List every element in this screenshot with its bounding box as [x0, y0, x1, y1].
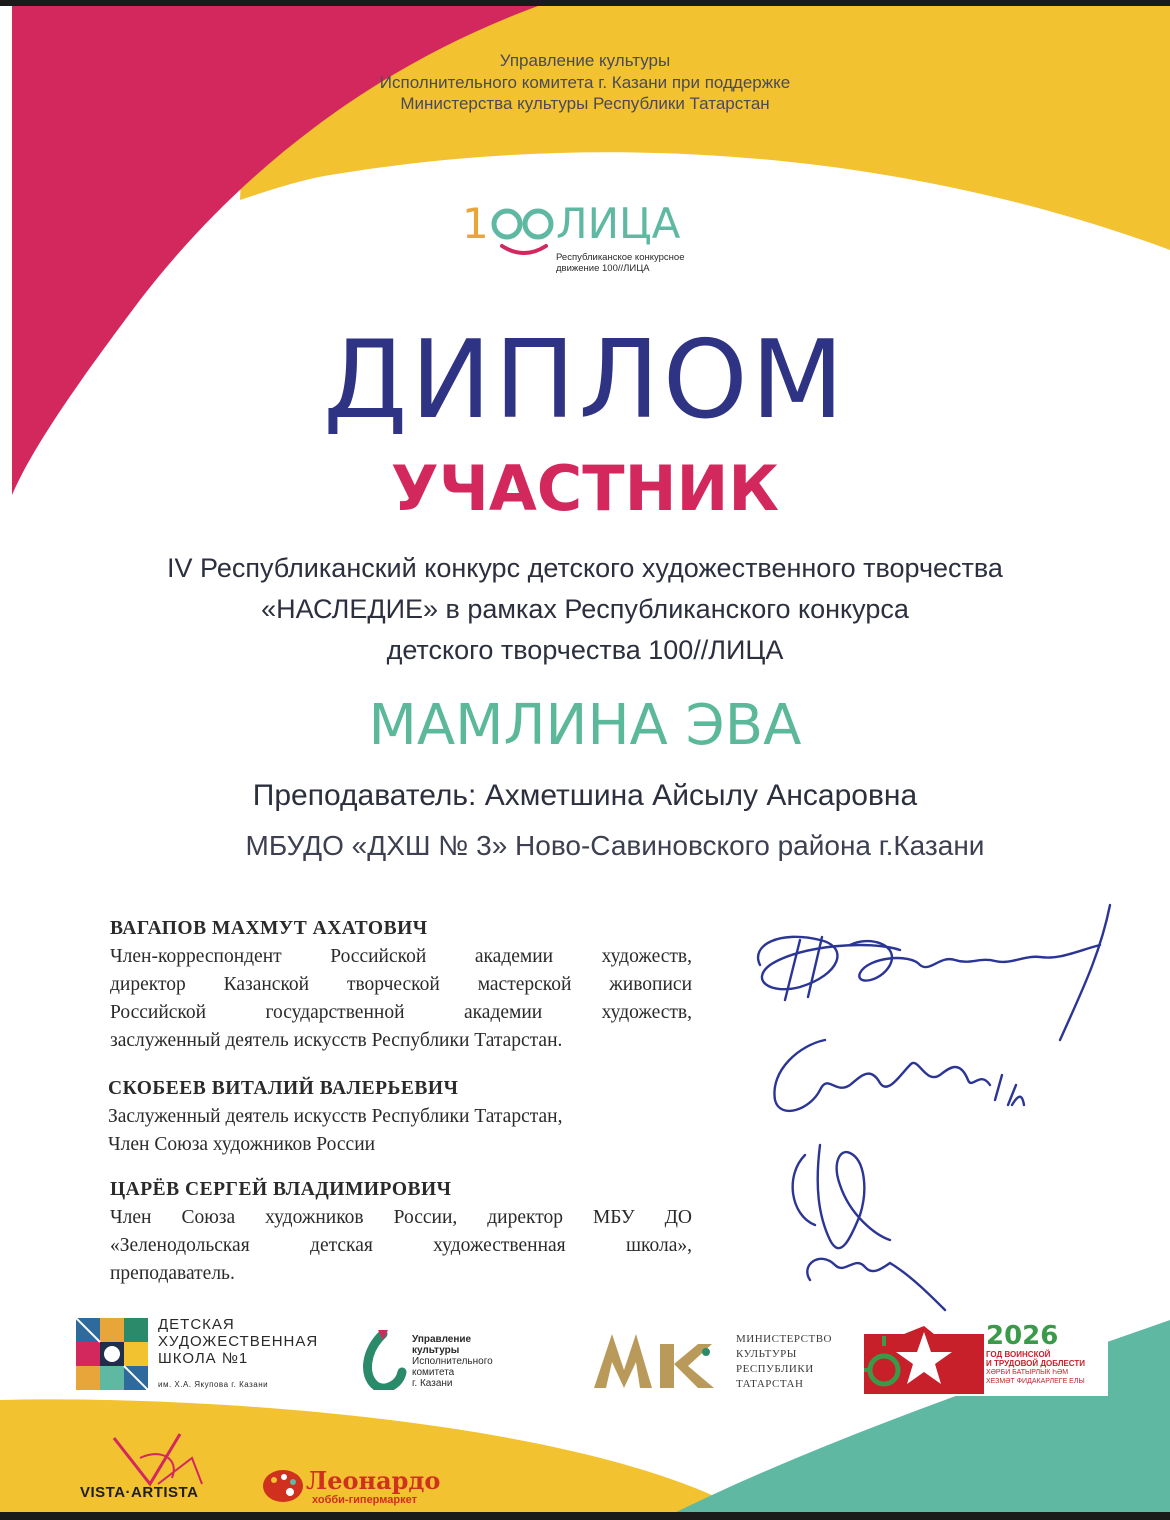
jury-title-line: Член Союза художников России	[108, 1134, 376, 1155]
year-line-3: ХӘРБИ БАТЫРЛЫК ҺӘМ	[986, 1369, 1069, 1376]
logo-art-school-1	[76, 1316, 319, 1395]
jury-title-line: Заслуженный деятель искусств Республики Татарстан,	[108, 1106, 563, 1127]
school-line: МБУДО «ДХШ № 3» Ново-Савиновского района г.Казани	[245, 830, 985, 861]
logo-leonardo	[262, 1466, 441, 1509]
signature-2	[774, 1040, 1024, 1111]
organizer-line-1: Управление культуры	[499, 51, 671, 70]
year-line-2: И ТРУДОВОЙ ДОБЛЕСТИ	[986, 1359, 1085, 1368]
organizer-line-3: Министерства культуры Республики Татарстан	[400, 94, 770, 113]
vista-artista-label: VISTA·ARTISTA	[80, 1484, 199, 1501]
jury-title-line: «Зеленодольская детская художественная школа»,	[110, 1235, 692, 1256]
culture-admin-line-1: Управление	[412, 1334, 472, 1345]
jury-title-line: преподаватель.	[110, 1263, 235, 1284]
organizer-header	[0, 50, 1170, 115]
art-school-line-1: ДЕТСКАЯ	[158, 1316, 235, 1333]
jury-member-1	[110, 915, 692, 1055]
jury-title-line: Российской государственной академии художеств,	[110, 1002, 692, 1023]
svg-text:ЛИЦА: ЛИЦА	[556, 199, 681, 248]
jury-title-line: Член Союза художников России, директор МБУ ДО	[110, 1207, 692, 1228]
contest-description	[0, 548, 1170, 671]
ministry-line-1: МИНИСТЕРСТВО	[736, 1333, 832, 1345]
signatures	[740, 895, 1130, 1315]
description-line-2: «НАСЛЕДИЕ» в рамках Республиканского конкурса	[261, 594, 909, 624]
culture-admin-line-5: г. Казани	[412, 1378, 453, 1389]
description-line-3: детского творчества 100//ЛИЦА	[386, 635, 784, 665]
logo-year-2026	[864, 1321, 1108, 1396]
culture-admin-line-3: Исполнительного	[412, 1356, 493, 1367]
jury-title-line: заслуженный деятель искусств Республики Татарстан.	[110, 1030, 563, 1051]
year-number: 2026	[986, 1321, 1059, 1351]
description-line-1: IV Республиканский конкурс детского художественного творчества	[167, 553, 1003, 583]
leonardo-name: Леонардо	[306, 1466, 441, 1495]
ministry-line-2: КУЛЬТУРЫ	[736, 1348, 797, 1360]
palette-icon	[262, 1468, 304, 1504]
logo-culture-admin	[356, 1330, 493, 1395]
frame-bottom	[0, 1512, 1170, 1520]
participant-role: УЧАСТНИК	[390, 452, 780, 525]
frame-top	[0, 0, 1170, 6]
ministry-line-4: ТАТАРСТАН	[736, 1378, 804, 1390]
svg-text:1: 1	[462, 199, 489, 248]
logo-subtitle-1: Республиканское конкурсное	[556, 252, 685, 263]
vista-artista-mark-icon	[110, 1428, 220, 1488]
star-emblem-icon	[864, 1326, 984, 1394]
jury-member-2	[108, 1075, 690, 1159]
year-line-4: ХЕЗМӘТ ФИДАКАРЛЕГЕ ЕЛЫ	[986, 1378, 1085, 1385]
art-school-line-2: ХУДОЖЕСТВЕННАЯ	[158, 1333, 319, 1350]
art-school-mosaic-icon	[76, 1318, 148, 1390]
culture-admin-emblem-icon	[356, 1330, 410, 1390]
jury-title-line: директор Казанской творческой мастерской живописи	[110, 974, 692, 995]
organizer-line-2: Исполнительного комитета г. Казани при поддержке	[379, 72, 791, 92]
culture-admin-line-2: культуры	[412, 1345, 460, 1356]
participant-name: МАМЛИНА ЭВА	[368, 693, 802, 758]
year-line-1: ГОД ВОИНСКОЙ	[986, 1350, 1051, 1359]
teacher-line: Преподаватель: Ахметшина Айсылу Ансаровна	[252, 779, 918, 812]
contest-logo	[462, 198, 722, 278]
jury-name: ВАГАПОВ МАХМУТ АХАТОВИЧ	[110, 918, 428, 939]
culture-admin-line-4: комитета	[412, 1367, 455, 1378]
jury-name: ЦАРЁВ СЕРГЕЙ ВЛАДИМИРОВИЧ	[110, 1179, 452, 1200]
diploma-title: ДИПЛОМ	[323, 318, 847, 443]
logo-subtitle-2: движение 100//ЛИЦА	[556, 263, 650, 274]
art-school-caption: им. Х.А. Якупова г. Казани	[158, 1380, 269, 1389]
jury-member-3	[110, 1176, 692, 1288]
jury-title-line: Член-корреспондент Российской академии художеств,	[110, 946, 692, 967]
left-white-strip	[0, 0, 12, 1520]
leonardo-sub: хобби-гипермаркет	[312, 1494, 417, 1506]
ministry-line-3: РЕСПУБЛИКИ	[736, 1363, 814, 1375]
jury-name: СКОБЕЕВ ВИТАЛИЙ ВАЛЕРЬЕВИЧ	[108, 1078, 459, 1099]
signature-1	[758, 905, 1110, 1040]
ministry-emblem-icon	[594, 1330, 724, 1390]
signature-3	[793, 1145, 945, 1310]
logo-ministry	[594, 1330, 832, 1395]
art-school-line-3: ШКОЛА №1	[158, 1350, 249, 1367]
